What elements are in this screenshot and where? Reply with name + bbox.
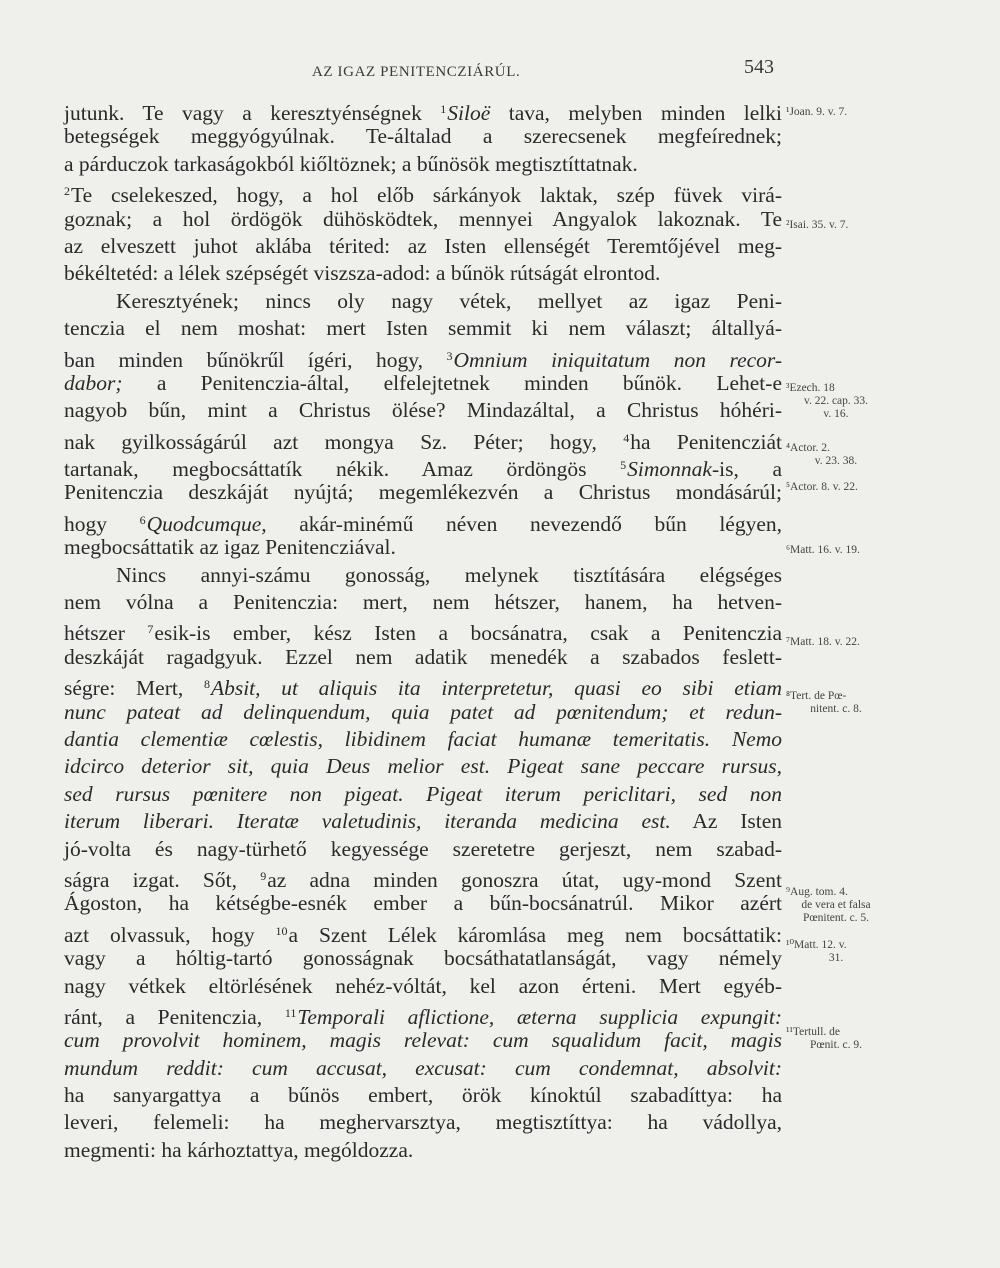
text-segment: Te cselekeszed, hogy, a hol előb sárkányok laktak, szép füvek virá- bbox=[71, 183, 782, 208]
margin-note-line: ¹Joan. 9. v. 7. bbox=[786, 106, 848, 118]
text-segment: az elveszett juhot aklába térited: az Isten ellenségét Teremtőjével meg- bbox=[64, 233, 782, 258]
text-segment: -is, a bbox=[711, 457, 782, 482]
italic-text: et redun- bbox=[689, 699, 782, 724]
text-line bbox=[64, 178, 782, 208]
text-segment: a párduczok tarkaságokból kiőltöznek; a bűnösök megtisztíttatnak. bbox=[64, 151, 638, 176]
text-line bbox=[64, 370, 782, 397]
text-segment: nem vólna a Penitenczia: mert, nem hétszer, hanem, ha hetven- bbox=[64, 590, 782, 615]
text-line bbox=[64, 589, 782, 616]
text-segment: betegségek meggyógyúlnak. Te-általad a szerecsenek megfeírednek; bbox=[64, 124, 782, 149]
footnote-ref: 7 bbox=[147, 622, 154, 637]
text-line bbox=[64, 343, 782, 370]
text-line bbox=[64, 534, 782, 561]
italic-text: Quodcumque, bbox=[146, 511, 267, 536]
margin-note-line: ⁷Matt. 18. v. 22. bbox=[786, 636, 860, 648]
margin-note-line: Pœnitent. c. 5. bbox=[802, 912, 870, 924]
margin-note bbox=[786, 219, 906, 232]
margin-note-line: v. 22. cap. 33. bbox=[803, 395, 869, 407]
text-line bbox=[64, 397, 782, 424]
margin-note-line: de vera et falsa bbox=[801, 899, 871, 911]
margin-note-line: ⁵Actor. 8. v. 22. bbox=[786, 481, 858, 493]
margin-note-line: ⁸Tert. de Pœ- bbox=[786, 690, 847, 702]
text-line bbox=[64, 836, 782, 863]
text-segment: tartanak, megbocsáttatík nékik. Amaz ördöngös bbox=[64, 457, 621, 482]
italic-text: nunc pateat ad delinquendum, quia patet ad pœnitendum; bbox=[64, 699, 669, 724]
italic-text: cum provolvit hominem, magis relevat: cum squalidum facit, magis bbox=[64, 1028, 782, 1053]
italic-text: Omnium iniquitatum non recor- bbox=[453, 347, 782, 372]
italic-text: iterum liberari. Iteratæ valetudinis, iteranda medicina est. bbox=[64, 809, 671, 834]
text-segment: akár-minémű néven nevezendő bűn légyen, bbox=[266, 511, 782, 536]
text-line bbox=[64, 1000, 782, 1027]
text-line bbox=[64, 890, 782, 917]
text-line bbox=[64, 288, 782, 315]
margin-note bbox=[786, 690, 906, 716]
margin-note bbox=[786, 106, 906, 119]
footnote-ref: 2 bbox=[64, 184, 70, 199]
text-line bbox=[64, 1082, 782, 1109]
text-segment: Az Isten bbox=[670, 809, 782, 834]
text-segment: jó-volta és nagy-türhető kegyessége szeretetre gerjeszt, nem szabad- bbox=[64, 836, 782, 861]
text-line bbox=[64, 616, 782, 646]
running-title: AZ IGAZ PENITENCZIÁRÚL. bbox=[312, 64, 521, 80]
italic-text: Siloë bbox=[447, 101, 491, 125]
text-segment: ránt, a Penitenczia, bbox=[64, 1004, 285, 1029]
text-line bbox=[64, 96, 782, 123]
footnote-ref: 10 bbox=[275, 923, 288, 938]
text-segment: ha Penitencziát bbox=[630, 429, 782, 454]
footnote-ref: 6 bbox=[139, 512, 146, 527]
text-segment: hogy bbox=[64, 511, 140, 536]
text-line bbox=[64, 260, 782, 287]
text-segment bbox=[668, 700, 689, 724]
margin-note bbox=[786, 886, 906, 925]
italic-text: Absit, ut aliquis ita interpretetur, quasi eo sibi etiam bbox=[210, 676, 782, 701]
text-segment: deszkáját ragadgyuk. Ezzel nem adatik menedék a szabados feslett- bbox=[64, 644, 782, 669]
text-segment: megbocsáttatik az igaz Penitencziával. bbox=[64, 535, 396, 560]
margin-note bbox=[786, 636, 906, 649]
margin-note bbox=[786, 1026, 906, 1052]
text-segment: Ágoston, ha kétségbe-esnék ember a bűn-bocsánatrúl. Mikor azért bbox=[64, 891, 782, 916]
text-segment: tava, melyben minden lelki bbox=[490, 101, 782, 125]
italic-text: idcirco deterior sit, quia Deus melior est. Pigeat sane peccare rursus, bbox=[64, 754, 782, 779]
text-line bbox=[64, 863, 782, 890]
margin-note bbox=[786, 481, 906, 494]
margin-note-line: v. 16. bbox=[823, 408, 849, 420]
text-segment: Nincs annyi-számu gonosság, melynek tisztítására elégséges bbox=[116, 562, 782, 587]
text-segment: nak gyilkosságárúl azt mongya Sz. Péter; hogy, bbox=[64, 429, 624, 454]
text-line bbox=[64, 425, 782, 452]
text-line bbox=[64, 1109, 782, 1136]
text-segment: goznak; a hol ördögök dühösködtek, mennyei Angyalok lakoznak. Te bbox=[64, 206, 782, 231]
text-segment: a Szent Lélek káromlása meg nem bocsáttatik: bbox=[288, 922, 783, 947]
text-segment: azt olvassuk, hogy bbox=[64, 922, 276, 947]
margin-note-line: ⁹Aug. tom. 4. bbox=[786, 886, 848, 898]
text-segment: esik-is ember, kész Isten a bocsánatra, csak a Penitenczia bbox=[154, 621, 782, 646]
text-line bbox=[64, 1137, 782, 1164]
text-segment: békéltetéd: a lélek szépségét viszsza-adod: a bűnök rútságát elrontod. bbox=[64, 261, 661, 286]
italic-text: dantia clementiæ cœlestis, libidinem faciat humanæ temeritatis. Nemo bbox=[64, 726, 782, 751]
text-line bbox=[64, 726, 782, 753]
margin-note-line: ¹¹Tertull. de bbox=[786, 1026, 840, 1038]
text-line bbox=[64, 507, 782, 534]
text-line bbox=[64, 1027, 782, 1054]
text-segment: leveri, felemeli: ha meghervarsztya, megtisztíttya: ha vádollya, bbox=[64, 1110, 782, 1135]
text-segment: az adna minden gonoszra útat, ugy-mond Szent bbox=[267, 867, 782, 892]
text-segment: ségre: Mert, bbox=[64, 676, 204, 701]
text-segment: hétszer bbox=[64, 621, 148, 646]
text-segment: jutunk. Te vagy a keresztyénségnek bbox=[64, 101, 441, 125]
text-segment: vagy a hóltig-tartó gonosságnak bocsáthatatlanságát, vagy némely bbox=[64, 946, 782, 971]
text-line bbox=[64, 123, 782, 150]
margin-note bbox=[786, 939, 906, 965]
margin-note-line: v. 23. 38. bbox=[814, 455, 858, 467]
text-segment: nagy vétkek eltörlésének nehéz-vóltát, kel azon érteni. Mert egyéb- bbox=[64, 973, 782, 998]
footnote-ref: 8 bbox=[203, 677, 210, 692]
margin-note-line: ⁶Matt. 16. v. 19. bbox=[786, 544, 860, 556]
margin-note bbox=[786, 382, 906, 421]
text-line bbox=[64, 233, 782, 260]
text-line bbox=[64, 452, 782, 482]
text-line bbox=[64, 918, 782, 945]
margin-note-line: ¹⁰Matt. 12. v. bbox=[786, 939, 847, 951]
margin-note-line: ²Isai. 35. v. 7. bbox=[786, 219, 849, 231]
text-line bbox=[64, 753, 782, 780]
text-segment: ban minden bűnökrűl ígéri, hogy, bbox=[64, 347, 447, 372]
margin-note-line: Pœnit. c. 9. bbox=[809, 1039, 863, 1051]
text-segment: nagyob bűn, mint a Christus ölése? Mindazáltal, a Christus hóhéri- bbox=[64, 398, 782, 423]
italic-text: mundum reddit: cum accusat, excusat: cum condemnat, absolvit: bbox=[64, 1055, 782, 1080]
footnote-ref: 9 bbox=[260, 868, 267, 883]
footnote-ref: 1 bbox=[440, 102, 447, 116]
text-segment: Keresztyének; nincs oly nagy vétek, mellyet az igaz Peni- bbox=[116, 288, 782, 313]
margin-note bbox=[786, 442, 906, 468]
text-segment: tenczia el nem moshat: mert Isten semmit ki nem választ; általlyá- bbox=[64, 316, 782, 341]
text-segment: ságra izgat. Sőt, bbox=[64, 867, 261, 892]
text-segment: ha sanyargattya a bűnös embert, örök kínoktúl szabadíttya: ha bbox=[64, 1083, 782, 1108]
text-line bbox=[64, 945, 782, 972]
text-segment: Penitenczia deszkáját nyújtá; megemlékezvén a Christus mondásárúl; bbox=[64, 480, 782, 505]
margin-note-line: ⁴Actor. 2. bbox=[786, 442, 830, 454]
margin-note-line: ³Ezech. 18 bbox=[786, 382, 835, 394]
text-segment: megmenti: ha kárhoztattya, mególdozza. bbox=[64, 1137, 414, 1162]
page-header bbox=[0, 56, 1000, 86]
margin-note-line: 31. bbox=[828, 952, 844, 964]
footnote-ref: 4 bbox=[623, 430, 630, 445]
margin-note-line: nitent. c. 8. bbox=[810, 703, 862, 715]
text-line bbox=[64, 1055, 782, 1082]
text-line bbox=[64, 206, 782, 233]
text-line bbox=[64, 671, 782, 701]
text-line bbox=[64, 973, 782, 1000]
margin-note bbox=[786, 544, 906, 557]
italic-text: Simonnak bbox=[627, 457, 712, 482]
text-line bbox=[64, 781, 782, 808]
footnote-ref: 5 bbox=[620, 458, 627, 473]
text-line bbox=[64, 699, 782, 726]
page-number: 543 bbox=[744, 56, 774, 78]
text-line bbox=[64, 562, 782, 589]
text-line bbox=[64, 808, 782, 835]
footnote-ref: 11 bbox=[284, 1005, 297, 1020]
text-segment: a Penitenczia-által, elfelejtetnek minden bűnök. Lehet-e bbox=[122, 370, 782, 395]
italic-text: sed rursus pœnitere non pigeat. Pigeat iterum periclitari, sed non bbox=[64, 781, 782, 806]
text-line bbox=[64, 479, 782, 506]
text-line bbox=[64, 644, 782, 671]
italic-text: dabor; bbox=[64, 370, 123, 395]
italic-text: Temporali aflictione, æterna supplicia expungit: bbox=[297, 1004, 782, 1029]
text-line bbox=[64, 315, 782, 342]
footnote-ref: 3 bbox=[446, 348, 453, 363]
main-text bbox=[64, 96, 782, 1164]
text-line bbox=[64, 151, 782, 178]
